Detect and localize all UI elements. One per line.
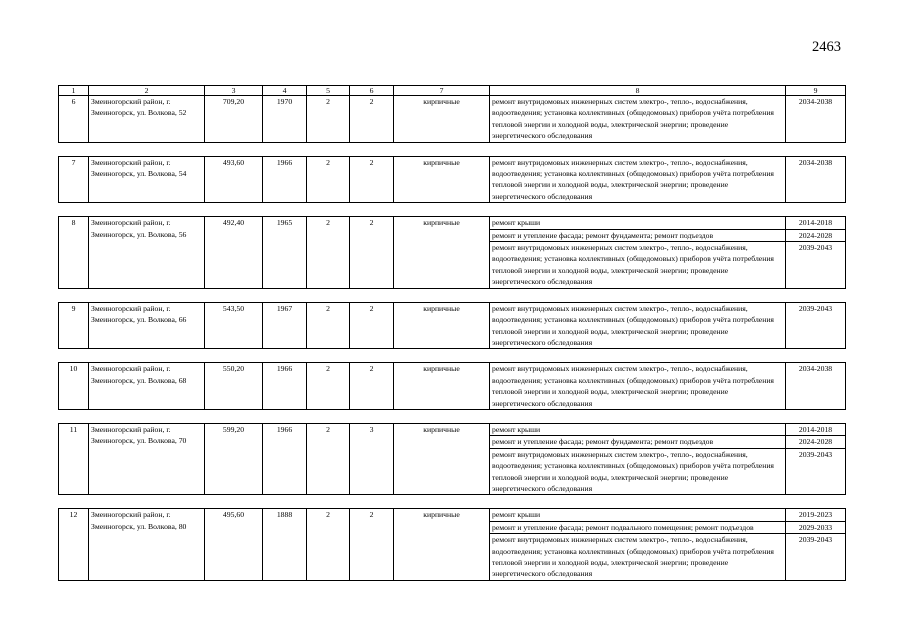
address-cell: Змеиногорский район, г. Змеиногорск, ул. Волкова, 56 (89, 217, 205, 288)
column-6-cell: 2 (350, 217, 394, 288)
work-period-cell: 2039-2043 (786, 534, 846, 581)
column-6-cell: 2 (350, 363, 394, 410)
work-period-cell: 2039-2043 (786, 302, 846, 349)
column-6-cell: 2 (350, 96, 394, 143)
spacer-cell (59, 495, 846, 509)
work-description-cell: ремонт и утепление фасада; ремонт подвального помещения; ремонт подъездов (490, 521, 786, 533)
work-period-cell: 2034-2038 (786, 156, 846, 203)
table-row (59, 363, 846, 410)
address-cell: Змеиногорский район, г. Змеиногорск, ул. Волкова, 70 (89, 423, 205, 494)
row-number: 9 (59, 302, 89, 349)
column-5-cell: 2 (307, 96, 350, 143)
area-cell: 495,60 (205, 509, 263, 580)
year-cell: 1966 (263, 423, 307, 494)
row-number: 7 (59, 156, 89, 203)
table-row (59, 156, 846, 203)
table-row (59, 302, 846, 349)
spacer-cell (59, 203, 846, 217)
area-cell: 599,20 (205, 423, 263, 494)
spacer-cell (59, 142, 846, 156)
address-cell: Змеиногорский район, г. Змеиногорск, ул. Волкова, 54 (89, 156, 205, 203)
year-cell: 1965 (263, 217, 307, 288)
address-cell: Змеиногорский район, г. Змеиногорск, ул. Волкова, 68 (89, 363, 205, 410)
row-number: 6 (59, 96, 89, 143)
work-period-cell: 2039-2043 (786, 448, 846, 495)
wall-material-cell: кирпичные (394, 509, 490, 580)
page-number: 2463 (812, 39, 841, 55)
column-number: 1 (59, 86, 89, 96)
table-row (59, 217, 846, 229)
address-cell: Змеиногорский район, г. Змеиногорск, ул. Волкова, 80 (89, 509, 205, 580)
work-period-cell: 2029-2033 (786, 521, 846, 533)
row-spacer (59, 495, 846, 509)
wall-material-cell: кирпичные (394, 217, 490, 288)
column-number: 8 (490, 86, 786, 96)
column-5-cell: 2 (307, 363, 350, 410)
column-5-cell: 2 (307, 217, 350, 288)
year-cell: 1970 (263, 96, 307, 143)
column-number: 9 (786, 86, 846, 96)
row-spacer (59, 349, 846, 363)
work-description-cell: ремонт крыши (490, 217, 786, 229)
work-period-cell: 2039-2043 (786, 242, 846, 289)
area-cell: 492,40 (205, 217, 263, 288)
work-description-cell: ремонт и утепление фасада; ремонт фундамента; ремонт подъездов (490, 436, 786, 448)
work-period-cell: 2019-2023 (786, 509, 846, 521)
column-6-cell: 3 (350, 423, 394, 494)
work-period-cell: 2024-2028 (786, 229, 846, 241)
year-cell: 1966 (263, 156, 307, 203)
work-description-cell: ремонт внутридомовых инженерных систем электро-, тепло-, водоснабжения, водоотведения; установка коллективных (общедомовых) приборов учёта потребления тепловой энергии и холодной воды, электрической энергии; проведение энергетического обследования (490, 448, 786, 495)
capital-repair-table (58, 85, 846, 581)
column-5-cell: 2 (307, 509, 350, 580)
work-period-cell: 2034-2038 (786, 363, 846, 410)
work-description-cell: ремонт крыши (490, 509, 786, 521)
column-5-cell: 2 (307, 302, 350, 349)
work-period-cell: 2024-2028 (786, 436, 846, 448)
column-number: 6 (350, 86, 394, 96)
wall-material-cell: кирпичные (394, 302, 490, 349)
wall-material-cell: кирпичные (394, 156, 490, 203)
year-cell: 1967 (263, 302, 307, 349)
column-6-cell: 2 (350, 302, 394, 349)
spacer-cell (59, 409, 846, 423)
row-spacer (59, 203, 846, 217)
column-6-cell: 2 (350, 156, 394, 203)
row-number: 11 (59, 423, 89, 494)
area-cell: 543,50 (205, 302, 263, 349)
spacer-cell (59, 349, 846, 363)
table-row (59, 423, 846, 435)
row-number: 8 (59, 217, 89, 288)
address-cell: Змеиногорский район, г. Змеиногорск, ул. Волкова, 66 (89, 302, 205, 349)
row-spacer (59, 142, 846, 156)
work-description-cell: ремонт и утепление фасада; ремонт фундамента; ремонт подъездов (490, 229, 786, 241)
address-cell: Змеиногорский район, г. Змеиногорск, ул. Волкова, 52 (89, 96, 205, 143)
work-description-cell: ремонт внутридомовых инженерных систем электро-, тепло-, водоснабжения, водоотведения; установка коллективных (общедомовых) приборов учёта потребления тепловой энергии и холодной воды, электрической энергии; проведение энергетического обследования (490, 534, 786, 581)
column-number: 7 (394, 86, 490, 96)
area-cell: 709,20 (205, 96, 263, 143)
spacer-cell (59, 288, 846, 302)
column-5-cell: 2 (307, 156, 350, 203)
column-number: 2 (89, 86, 205, 96)
column-number: 5 (307, 86, 350, 96)
row-number: 12 (59, 509, 89, 580)
wall-material-cell: кирпичные (394, 423, 490, 494)
column-number-row (59, 86, 846, 96)
table-row (59, 96, 846, 143)
work-description-cell: ремонт крыши (490, 423, 786, 435)
area-cell: 550,20 (205, 363, 263, 410)
column-number: 3 (205, 86, 263, 96)
work-description-cell: ремонт внутридомовых инженерных систем электро-, тепло-, водоснабжения, водоотведения; установка коллективных (общедомовых) приборов учёта потребления тепловой энергии и холодной воды, электрической энергии; проведение энергетического обследования (490, 156, 786, 203)
work-description-cell: ремонт внутридомовых инженерных систем электро-, тепло-, водоснабжения, водоотведения; установка коллективных (общедомовых) приборов учёта потребления тепловой энергии и холодной воды, электрической энергии; проведение энергетического обследования (490, 96, 786, 143)
work-period-cell: 2034-2038 (786, 96, 846, 143)
work-period-cell: 2014-2018 (786, 217, 846, 229)
work-description-cell: ремонт внутридомовых инженерных систем электро-, тепло-, водоснабжения, водоотведения; установка коллективных (общедомовых) приборов учёта потребления тепловой энергии и холодной воды, электрической энергии; проведение энергетического обследования (490, 363, 786, 410)
row-spacer (59, 409, 846, 423)
work-description-cell: ремонт внутридомовых инженерных систем электро-, тепло-, водоснабжения, водоотведения; установка коллективных (общедомовых) приборов учёта потребления тепловой энергии и холодной воды, электрической энергии; проведение энергетического обследования (490, 302, 786, 349)
row-spacer (59, 288, 846, 302)
work-period-cell: 2014-2018 (786, 423, 846, 435)
row-number: 10 (59, 363, 89, 410)
table-row (59, 509, 846, 521)
area-cell: 493,60 (205, 156, 263, 203)
column-5-cell: 2 (307, 423, 350, 494)
year-cell: 1966 (263, 363, 307, 410)
work-description-cell: ремонт внутридомовых инженерных систем электро-, тепло-, водоснабжения, водоотведения; установка коллективных (общедомовых) приборов учёта потребления тепловой энергии и холодной воды, электрической энергии; проведение энергетического обследования (490, 242, 786, 289)
column-number: 4 (263, 86, 307, 96)
wall-material-cell: кирпичные (394, 96, 490, 143)
year-cell: 1888 (263, 509, 307, 580)
wall-material-cell: кирпичные (394, 363, 490, 410)
column-6-cell: 2 (350, 509, 394, 580)
